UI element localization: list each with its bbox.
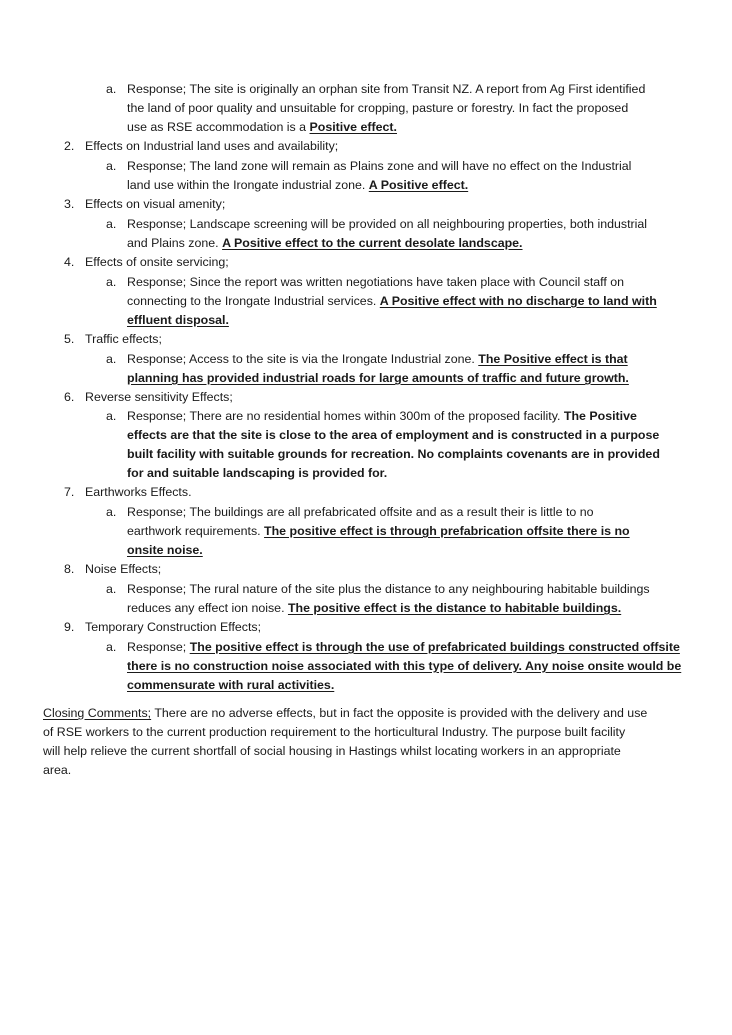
item-number: 8. <box>64 562 75 576</box>
emphasis-text: The Positive effect is that <box>478 352 628 366</box>
response-line: Response; The rural nature of the site plus the distance to any neighbouring habitable buildings <box>127 582 650 596</box>
item-number: 5. <box>64 332 75 346</box>
emphasis-text: A Positive effect with no discharge to land with <box>379 294 657 308</box>
item-number: 6. <box>64 390 75 404</box>
item-title: Noise Effects; <box>85 562 162 576</box>
item-title: Effects of onsite servicing; <box>85 255 229 269</box>
response-line: Response; Since the report was written negotiations have taken place with Council staff on <box>127 275 625 289</box>
emphasis-text: effluent disposal. <box>127 313 229 327</box>
response-line: connecting to the Irongate Industrial services. A Positive effect with no discharge to land with <box>127 294 657 308</box>
emphasis-text: commensurate with rural activities. <box>127 678 335 692</box>
item-number: 3. <box>64 197 75 211</box>
closing-line-4: area. <box>43 763 72 777</box>
closing-line-1: Closing Comments; There are no adverse effects, but in fact the opposite is provided with the delivery and use <box>43 706 648 720</box>
closing-label: Closing Comments; <box>43 706 152 720</box>
response-line: Response; The buildings are all prefabricated offsite and as a result their is little to no <box>127 505 594 519</box>
bold-text: built facility with suitable grounds for recreation. No complaints covenants are in provided <box>127 447 660 461</box>
emphasis-text: A Positive effect to the current desolate landscape. <box>222 236 523 250</box>
response-line: earthwork requirements. The positive effect is through prefabrication offsite there is no <box>127 524 630 538</box>
emphasis-text: The positive effect is through prefabrication offsite there is no <box>264 524 630 538</box>
item-title: Effects on visual amenity; <box>85 197 226 211</box>
emphasis-text: The positive effect is the distance to habitable buildings. <box>287 601 622 615</box>
sub-marker: a. <box>106 505 117 519</box>
response-line: land use within the Irongate industrial zone. A Positive effect. <box>127 178 469 192</box>
response-line: reduces any effect ion noise. The positive effect is the distance to habitable buildings. <box>127 601 622 615</box>
item-title: Earthworks Effects. <box>85 485 192 499</box>
bold-text: for and suitable landscaping is provided for. <box>127 466 388 480</box>
bold-text: The Positive <box>563 409 637 423</box>
item-number: 4. <box>64 255 75 269</box>
emphasis-text: The positive effect is through the use of prefabricated buildings constructed offsite <box>189 640 680 654</box>
response-line: and Plains zone. A Positive effect to the current desolate landscape. <box>127 236 523 250</box>
top-item-line-1: Response; The site is originally an orphan site from Transit NZ. A report from Ag First identified <box>127 82 646 96</box>
sub-marker: a. <box>106 640 117 654</box>
closing-line-3: will help relieve the current shortfall of social housing in Hastings whilst locating workers in an appropriate <box>43 744 621 758</box>
emphasis-text: Positive effect. <box>309 120 397 134</box>
emphasis-text: planning has provided industrial roads for large amounts of traffic and future growth. <box>127 371 629 385</box>
sub-marker: a. <box>106 275 117 289</box>
sub-marker: a. <box>106 217 117 231</box>
item-title: Temporary Construction Effects; <box>85 620 262 634</box>
bold-text: effects are that the site is close to the area of employment and is constructed in a purpose <box>127 428 660 442</box>
item-number: 7. <box>64 485 75 499</box>
item-title: Traffic effects; <box>85 332 162 346</box>
emphasis-text: onsite noise. <box>127 543 203 557</box>
sub-marker: a. <box>106 352 117 366</box>
response-line: Response; The positive effect is through the use of prefabricated buildings constructed offsite <box>127 640 680 654</box>
item-number: 9. <box>64 620 75 634</box>
item-title: Reverse sensitivity Effects; <box>85 390 233 404</box>
top-item-line-3: use as RSE accommodation is a Positive effect. <box>127 120 397 134</box>
emphasis-text: there is no construction noise associated with this type of delivery. Any noise onsite would be <box>127 659 682 673</box>
sub-marker: a. <box>106 582 117 596</box>
response-line: Response; The land zone will remain as Plains zone and will have no effect on the Industrial <box>127 159 632 173</box>
response-line: Response; There are no residential homes within 300m of the proposed facility. The Positive <box>127 409 637 423</box>
item-number: 2. <box>64 139 75 153</box>
top-item-line-2: the land of poor quality and unsuitable for cropping, pasture or forestry. In fact the proposed <box>127 101 629 115</box>
closing-line-2: of RSE workers to the current production requirement to the horticultural Industry. The purpose built facility <box>43 725 626 739</box>
sub-marker: a. <box>106 159 117 173</box>
response-line: Response; Access to the site is via the Irongate Industrial zone. The Positive effect is that <box>127 352 628 366</box>
sub-marker: a. <box>106 409 117 423</box>
emphasis-text: A Positive effect. <box>368 178 469 192</box>
item-title: Effects on Industrial land uses and availability; <box>85 139 339 153</box>
sub-marker: a. <box>106 82 117 96</box>
response-line: Response; Landscape screening will be provided on all neighbouring properties, both industrial <box>127 217 648 231</box>
